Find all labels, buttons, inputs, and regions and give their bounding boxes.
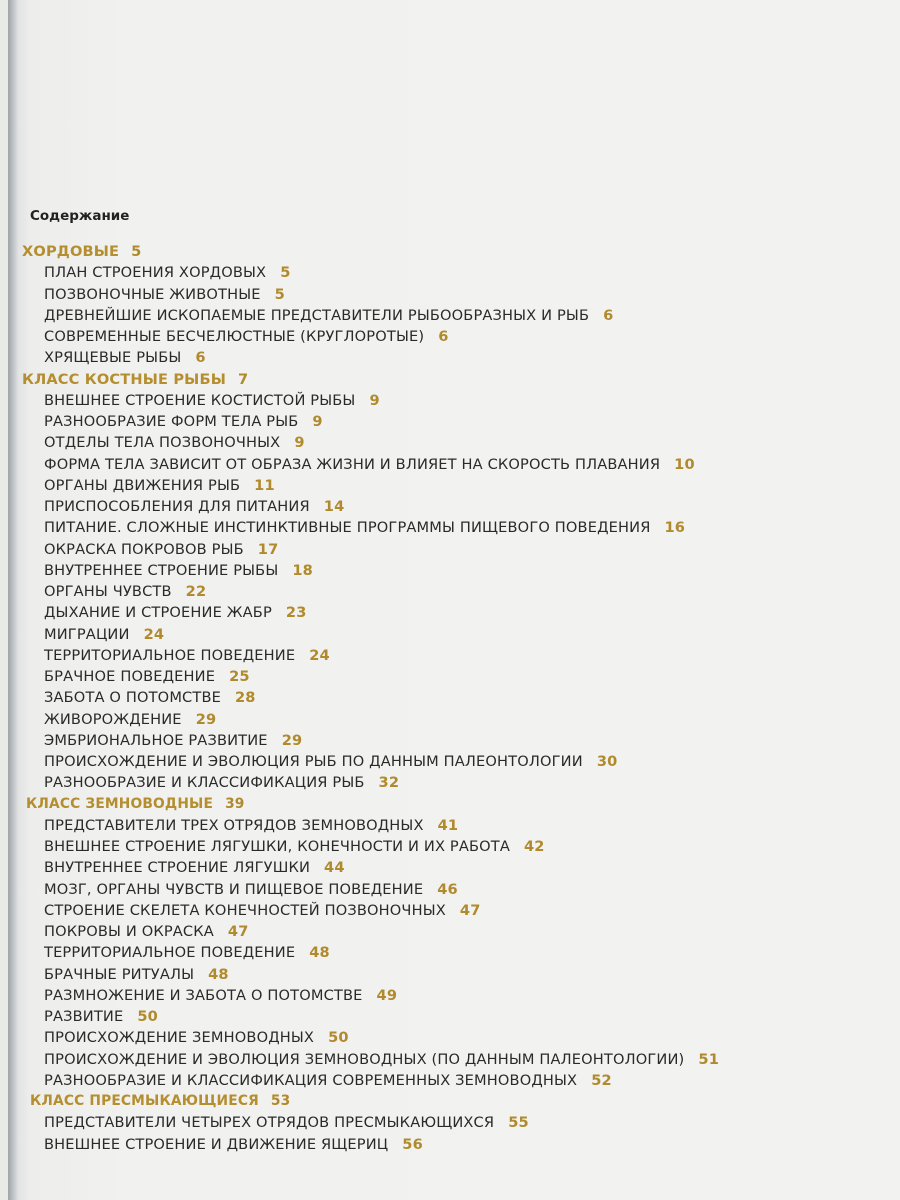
toc-entry-row <box>8 964 900 985</box>
toc-entry-page-number: 9 <box>369 391 380 409</box>
toc-entry-page-number: 30 <box>596 753 618 770</box>
toc-entry-row <box>8 1134 900 1155</box>
toc-entry-title: РАЗНООБРАЗИЕ И КЛАССИФИКАЦИЯ СОВРЕМЕННЫХ ЗЕМНОВОДНЫХ <box>44 1071 578 1089</box>
toc-entry-page-number: 49 <box>376 986 398 1004</box>
toc-entry-title: ПРОИСХОЖДЕНИЕ ЗЕМНОВОДНЫХ <box>44 1029 315 1047</box>
toc-entry-page-number: 51 <box>698 1050 720 1068</box>
toc-entry-row <box>8 687 900 708</box>
toc-entry-title: ОКРАСКА ПОКРОВОВ РЫБ <box>44 540 244 558</box>
toc-entry-page-number: 17 <box>257 540 279 558</box>
toc-entry-page-number: 23 <box>285 604 307 622</box>
toc-section-row <box>8 369 900 390</box>
toc-entry-title: ТЕРРИТОРИАЛЬНОЕ ПОВЕДЕНИЕ <box>44 646 296 664</box>
toc-entry-row <box>8 539 900 560</box>
toc-entry-row <box>8 326 900 347</box>
toc-entry-row <box>8 879 900 900</box>
toc-entry-title: СТРОЕНИЕ СКЕЛЕТА КОНЕЧНОСТЕЙ ПОЗВОНОЧНЫХ <box>44 901 446 919</box>
toc-entry-row <box>8 1006 900 1027</box>
toc-entry-page-number: 16 <box>664 519 686 537</box>
toc-heading: Содержание <box>30 208 130 224</box>
toc-entry-page-number: 6 <box>195 349 206 367</box>
toc-entry-page-number: 22 <box>185 583 207 600</box>
toc-entry-page-number: 50 <box>137 1008 158 1025</box>
toc-entry-title: ПРЕДСТАВИТЕЛИ ЧЕТЫРЕХ ОТРЯДОВ ПРЕСМЫКАЮЩИХСЯ <box>44 1114 495 1132</box>
toc-entry-title: ПРОИСХОЖДЕНИЕ И ЭВОЛЮЦИЯ РЫБ ПО ДАННЫМ ПАЛЕОНТОЛОГИИ <box>44 753 583 770</box>
toc-entry-title: РАЗВИТИЕ <box>44 1008 124 1025</box>
toc-entry-row <box>8 1027 900 1048</box>
toc-entry-row <box>8 1049 900 1070</box>
toc-entry-title: ВНЕШНЕЕ СТРОЕНИЕ И ДВИЖЕНИЕ ЯЩЕРИЦ <box>44 1135 389 1153</box>
toc-entry-page-number: 41 <box>437 816 459 834</box>
toc-entry-row <box>8 666 900 687</box>
toc-entry-title: ПРИСПОСОБЛЕНИЯ ДЛЯ ПИТАНИЯ <box>44 498 310 515</box>
toc-entry-row <box>8 772 900 793</box>
toc-entry-page-number: 24 <box>309 646 330 664</box>
toc-entry-row <box>8 475 900 496</box>
toc-entry-title: ХРЯЩЕВЫЕ РЫБЫ <box>44 349 182 367</box>
toc-section-row <box>8 1091 900 1112</box>
toc-entry-title: ВНЕШНЕЕ СТРОЕНИЕ ЛЯГУШКИ, КОНЕЧНОСТИ И ИХ РАБОТА <box>44 838 510 855</box>
toc-entry-title: РАЗМНОЖЕНИЕ И ЗАБОТА О ПОТОМСТВЕ <box>44 986 363 1004</box>
toc-entry-row <box>8 517 900 538</box>
toc-entry-title: ПОКРОВЫ И ОКРАСКА <box>44 923 214 940</box>
toc-entry-page-number: 6 <box>603 306 614 324</box>
book-page <box>8 0 900 1200</box>
toc-entry-row <box>8 942 900 963</box>
toc-entry-row <box>8 921 900 942</box>
toc-entry-title: ОРГАНЫ ДВИЖЕНИЯ РЫБ <box>44 476 241 494</box>
toc-section-page-number: 39 <box>225 795 245 812</box>
toc-section-page-number: 7 <box>238 370 249 388</box>
toc-entry-title: ПОЗВОНОЧНЫЕ ЖИВОТНЫЕ <box>44 285 261 303</box>
toc-entry-page-number: 28 <box>235 689 256 707</box>
toc-entry-row <box>8 624 900 645</box>
toc-entry-page-number: 48 <box>208 965 229 983</box>
toc-entry-title: ТЕРРИТОРИАЛЬНОЕ ПОВЕДЕНИЕ <box>44 944 296 962</box>
toc-entry-page-number: 25 <box>229 668 250 685</box>
toc-entry-row <box>8 284 900 305</box>
toc-entry-row <box>8 709 900 730</box>
toc-entry-row <box>8 1070 900 1091</box>
toc-entry-page-number: 47 <box>227 923 249 940</box>
toc-section-title: КЛАСС ЗЕМНОВОДНЫЕ <box>26 795 214 812</box>
toc-entry-row <box>8 262 900 283</box>
toc-entry-row <box>8 390 900 411</box>
toc-entry-page-number: 24 <box>143 625 165 643</box>
toc-entry-row <box>8 985 900 1006</box>
toc-entry-page-number: 18 <box>292 561 313 579</box>
toc-entry-page-number: 9 <box>294 434 305 452</box>
toc-entry-row <box>8 645 900 666</box>
toc-entry-page-number: 11 <box>254 476 275 494</box>
toc-entry-title: ЖИВОРОЖДЕНИЕ <box>44 710 182 728</box>
toc-entry-title: ВНЕШНЕЕ СТРОЕНИЕ КОСТИСТОЙ РЫБЫ <box>44 391 356 409</box>
toc-entry-page-number: 46 <box>437 880 458 898</box>
toc-entry-page-number: 9 <box>312 413 323 430</box>
toc-entry-row <box>8 432 900 453</box>
toc-entry-row <box>8 836 900 857</box>
toc-entry-page-number: 42 <box>523 838 545 855</box>
toc-entry-row <box>8 751 900 772</box>
toc-entry-row <box>8 496 900 517</box>
toc-entry-row <box>8 900 900 921</box>
toc-entry-page-number: 52 <box>591 1071 612 1089</box>
toc-section-page-number: 5 <box>131 243 142 260</box>
toc-entry-page-number: 32 <box>378 774 400 792</box>
toc-entry-title: ПРЕДСТАВИТЕЛИ ТРЕХ ОТРЯДОВ ЗЕМНОВОДНЫХ <box>44 816 424 834</box>
toc-entry-page-number: 44 <box>324 859 345 877</box>
toc-entry-page-number: 10 <box>674 455 695 473</box>
toc-section-row <box>8 794 900 815</box>
toc-entry-page-number: 48 <box>309 944 330 962</box>
toc-entry-title: ДЫХАНИЕ И СТРОЕНИЕ ЖАБР <box>44 604 272 622</box>
toc-entry-row <box>8 1112 900 1133</box>
toc-entry-title: ДРЕВНЕЙШИЕ ИСКОПАЕМЫЕ ПРЕДСТАВИТЕЛИ РЫБООБРАЗНЫХ И РЫБ <box>44 306 590 324</box>
toc-section-title: ХОРДОВЫЕ <box>22 243 120 260</box>
toc-entry-title: ЗАБОТА О ПОТОМСТВЕ <box>44 689 221 707</box>
toc-entry-row <box>8 411 900 432</box>
toc-entry-title: ВНУТРЕННЕЕ СТРОЕНИЕ ЛЯГУШКИ <box>44 859 311 877</box>
toc-section-row <box>8 241 900 262</box>
toc-entry-row <box>8 730 900 751</box>
toc-entry-row <box>8 815 900 836</box>
toc-entry-page-number: 29 <box>195 710 217 728</box>
toc-entry-row <box>8 581 900 602</box>
toc-entry-title: РАЗНООБРАЗИЕ И КЛАССИФИКАЦИЯ РЫБ <box>44 774 365 792</box>
table-of-contents <box>8 241 900 1155</box>
toc-entry-row <box>8 560 900 581</box>
toc-entry-title: ФОРМА ТЕЛА ЗАВИСИТ ОТ ОБРАЗА ЖИЗНИ И ВЛИЯЕТ НА СКОРОСТЬ ПЛАВАНИЯ <box>44 455 661 473</box>
toc-entry-title: БРАЧНОЕ ПОВЕДЕНИЕ <box>44 668 216 685</box>
toc-entry-page-number: 56 <box>402 1135 423 1153</box>
toc-section-title: КЛАСС КОСТНЫЕ РЫБЫ <box>22 370 226 388</box>
toc-entry-row <box>8 454 900 475</box>
toc-entry-title: ПЛАН СТРОЕНИЯ ХОРДОВЫХ <box>44 264 267 282</box>
toc-entry-row <box>8 305 900 326</box>
toc-section-title: КЛАСС ПРЕСМЫКАЮЩИЕСЯ <box>30 1093 259 1109</box>
toc-section-page-number: 53 <box>270 1093 291 1109</box>
toc-entry-title: МИГРАЦИИ <box>44 625 130 643</box>
toc-entry-row <box>8 602 900 623</box>
toc-entry-page-number: 55 <box>508 1114 529 1132</box>
toc-entry-page-number: 5 <box>280 264 291 282</box>
toc-entry-title: ЭМБРИОНАЛЬНОЕ РАЗВИТИЕ <box>44 731 268 749</box>
toc-entry-page-number: 47 <box>459 901 481 919</box>
toc-entry-row <box>8 347 900 368</box>
toc-entry-page-number: 6 <box>438 328 449 345</box>
toc-entry-title: БРАЧНЫЕ РИТУАЛЫ <box>44 965 195 983</box>
toc-entry-title: МОЗГ, ОРГАНЫ ЧУВСТВ И ПИЩЕВОЕ ПОВЕДЕНИЕ <box>44 880 424 898</box>
toc-entry-title: ОТДЕЛЫ ТЕЛА ПОЗВОНОЧНЫХ <box>44 434 281 452</box>
toc-entry-title: СОВРЕМЕННЫЕ БЕСЧЕЛЮСТНЫЕ (КРУГЛОРОТЫЕ) <box>44 328 425 345</box>
toc-entry-page-number: 29 <box>281 731 303 749</box>
toc-entry-title: ВНУТРЕННЕЕ СТРОЕНИЕ РЫБЫ <box>44 561 279 579</box>
toc-entry-title: ОРГАНЫ ЧУВСТВ <box>44 583 172 600</box>
toc-entry-title: ПРОИСХОЖДЕНИЕ И ЭВОЛЮЦИЯ ЗЕМНОВОДНЫХ (ПО ДАННЫМ ПАЛЕОНТОЛОГИИ) <box>44 1050 685 1068</box>
toc-entry-page-number: 5 <box>274 285 285 303</box>
toc-entry-title: ПИТАНИЕ. СЛОЖНЫЕ ИНСТИНКТИВНЫЕ ПРОГРАММЫ ПИЩЕВОГО ПОВЕДЕНИЯ <box>44 519 651 537</box>
toc-entry-page-number: 50 <box>328 1029 349 1047</box>
toc-entry-title: РАЗНООБРАЗИЕ ФОРМ ТЕЛА РЫБ <box>44 413 299 430</box>
toc-entry-page-number: 14 <box>323 498 345 515</box>
toc-entry-row <box>8 857 900 878</box>
